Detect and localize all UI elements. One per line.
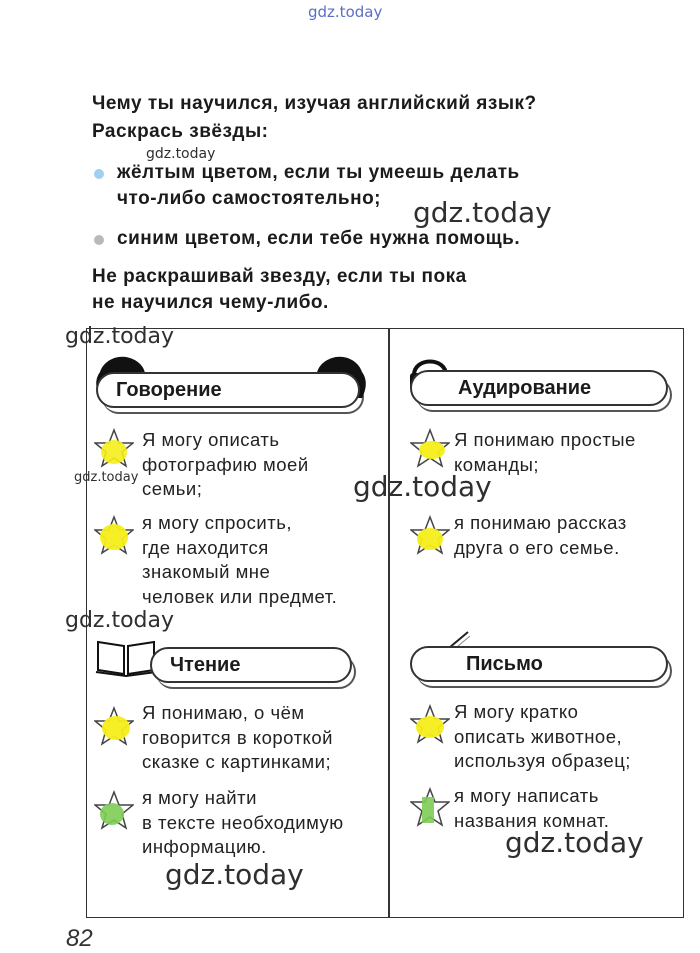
watermark: gdz.today: [353, 470, 492, 503]
watermark: gdz.today: [165, 858, 304, 891]
instruction-heading: Раскрась звёзды:: [92, 121, 269, 142]
note-line2: не научился чему-либо.: [92, 292, 329, 313]
bullet-dot-icon: [94, 169, 104, 179]
watermark: gdz.today: [413, 196, 552, 229]
section-title-listening: Аудирование: [410, 370, 668, 406]
note-line1: Не раскрашивай звезду, если ты пока: [92, 266, 467, 287]
section-title-writing: Письмо: [410, 646, 668, 682]
book-icon: [94, 636, 158, 678]
writing-item1: Я могу кратко описать животное, используя образец;: [454, 701, 631, 771]
star-icon[interactable]: [410, 787, 450, 827]
reading-item2: я могу найти в тексте необходимую информацию.: [142, 787, 344, 857]
column-divider: [388, 328, 390, 918]
page-number: 82: [66, 925, 93, 952]
bullet-yellow-line1: жёлтым цветом, если ты умеешь делать: [117, 162, 520, 183]
watermark: gdz.today: [308, 3, 383, 21]
bullet-yellow-line2: что-либо самостоятельно;: [117, 188, 382, 209]
watermark: gdz.today: [65, 324, 175, 349]
section-title-reading: Чтение: [150, 647, 352, 683]
question-heading: Чему ты научился, изучая английский язык?: [92, 93, 537, 114]
star-icon[interactable]: [410, 428, 450, 468]
watermark: gdz.today: [65, 608, 175, 633]
star-icon[interactable]: [410, 515, 450, 555]
star-icon[interactable]: [94, 428, 134, 468]
watermark: gdz.today: [146, 146, 216, 162]
bullet-dot-icon: [94, 235, 104, 245]
bullet-blue: синим цветом, если тебе нужна помощь.: [117, 228, 521, 249]
listening-item2: я понимаю рассказ друга о его семье.: [454, 512, 627, 558]
star-icon[interactable]: [94, 515, 134, 555]
reading-item1: Я понимаю, о чём говорится в короткой сказке с картинками;: [142, 702, 333, 772]
star-icon[interactable]: [94, 706, 134, 746]
watermark: gdz.today: [505, 826, 644, 859]
star-icon[interactable]: [94, 790, 134, 830]
section-title-speaking: Говорение: [96, 372, 360, 408]
star-icon[interactable]: [410, 704, 450, 744]
watermark: gdz.today: [74, 470, 139, 485]
speaking-item2: я могу спросить, где находится знакомый мне человек или предмет.: [142, 512, 338, 607]
listening-item1: Я понимаю простые команды;: [454, 429, 636, 475]
writing-item2: я могу написать названия комнат.: [454, 785, 610, 831]
speaking-item1: Я могу описать фотографию моей семьи;: [142, 429, 309, 499]
